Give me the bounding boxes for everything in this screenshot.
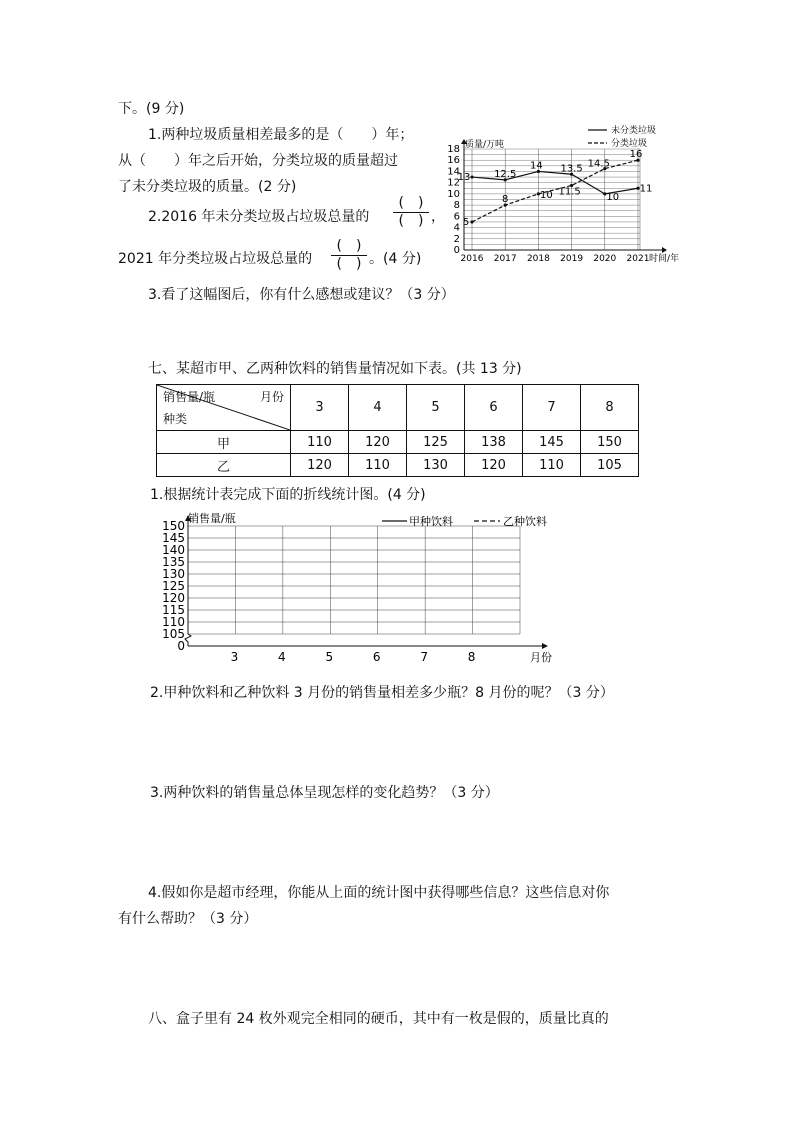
q6-sub3: 3.看了这幅图后，你有什么感想或建议？（3 分） xyxy=(148,287,455,303)
y-tick-label: 105 xyxy=(162,627,185,641)
table-cell: 110 xyxy=(291,431,349,454)
corner-month-label: 月份 xyxy=(259,390,284,404)
x-axis-label: 时间/年 xyxy=(649,254,680,264)
table-corner-cell xyxy=(157,385,291,431)
y-tick-label: 12 xyxy=(447,177,460,189)
table-header-month: 7 xyxy=(523,385,581,431)
sales-line-chart-blank[interactable] xyxy=(150,510,600,668)
legend-label-yi: 乙种饮料 xyxy=(503,515,547,528)
q6-sub2-line2: 2021 年分类垃圾占垃圾总量的 xyxy=(118,251,313,267)
table-cell: 105 xyxy=(581,454,639,477)
table-cell: 110 xyxy=(523,454,581,477)
q6-sub1-line2: 从（ ）年之后开始，分类垃圾的质量超过 xyxy=(118,153,398,169)
q7-sub3: 3.两种饮料的销售量总体呈现怎样的变化趋势？（3 分） xyxy=(150,785,499,801)
y-tick-label: 8 xyxy=(453,200,460,212)
corner-sales-label: 销售量/瓶 xyxy=(163,390,216,404)
table-header-month: 8 xyxy=(581,385,639,431)
garbage-line-chart xyxy=(436,120,684,266)
chart-axes xyxy=(185,515,548,649)
table-cell: 120 xyxy=(291,454,349,477)
data-label: 10 xyxy=(606,191,620,203)
x-tick-label: 7 xyxy=(420,650,428,664)
corner-type-label: 种类 xyxy=(163,412,188,426)
q8-title: 八、盒子里有 24 枚外观完全相同的硬币，其中有一枚是假的，质量比真的 xyxy=(148,1011,609,1027)
data-label: 14 xyxy=(530,160,543,172)
data-label: 14.5 xyxy=(587,158,610,170)
q7-sub1: 1.根据统计表完成下面的折线统计图。(4 分) xyxy=(150,487,426,503)
q6-sub2-line1: 2.2016 年未分类垃圾占垃圾总量的 xyxy=(148,209,370,225)
y-tick-label: 115 xyxy=(162,603,185,617)
y-tick-labels xyxy=(447,144,460,256)
y-tick-label: 14 xyxy=(447,166,460,178)
y-tick-label: 145 xyxy=(162,531,185,545)
table-header-month: 3 xyxy=(291,385,349,431)
x-tick-labels xyxy=(461,254,650,264)
y-tick-label: 2 xyxy=(453,233,460,245)
x-tick-label: 2021 xyxy=(626,254,650,264)
table-header-month: 6 xyxy=(465,385,523,431)
table-cell: 120 xyxy=(465,454,523,477)
y-tick-label: 140 xyxy=(162,543,185,557)
x-axis-label: 月份 xyxy=(530,651,552,664)
table-cell: 145 xyxy=(523,431,581,454)
x-tick-label: 2016 xyxy=(460,254,484,264)
x-tick-label: 2019 xyxy=(560,254,584,264)
y-tick-label: 6 xyxy=(453,211,460,223)
y-tick-label: 120 xyxy=(162,591,185,605)
q6-sub1-line3: 了未分类垃圾的质量。(2 分) xyxy=(118,179,297,195)
q6-sub2-tail: 。(4 分) xyxy=(369,251,422,267)
x-tick-label: 2017 xyxy=(493,254,517,264)
table-cell: 110 xyxy=(349,454,407,477)
table-cell: 150 xyxy=(581,431,639,454)
q7-sub4-line1: 4.假如你是超市经理，你能从上面的统计图中获得哪些信息？这些信息对你 xyxy=(148,885,610,901)
fraction-denominator: ( ) xyxy=(398,213,424,229)
data-label: 8 xyxy=(502,194,509,206)
data-label: 13 xyxy=(457,172,471,184)
y-tick-label: 0 xyxy=(453,245,460,256)
y-tick-label: 10 xyxy=(447,188,460,200)
row-label-yi: 乙 xyxy=(157,454,291,477)
y-tick-label: 4 xyxy=(453,222,460,234)
data-point xyxy=(470,175,473,178)
legend-label-jia: 甲种饮料 xyxy=(409,515,453,528)
legend-label-sorted: 分类垃圾 xyxy=(611,139,648,149)
fraction-numerator: ( ) xyxy=(336,238,362,254)
y-axis-break xyxy=(185,520,191,646)
q6-sub1-line1: 1.两种垃圾质量相差最多的是（ ）年； xyxy=(148,127,414,143)
y-tick-label: 150 xyxy=(162,519,185,533)
y-tick-labels xyxy=(162,519,185,653)
data-point xyxy=(470,220,473,223)
y-tick-label: 110 xyxy=(162,615,185,629)
q7-sub4-line2: 有什么帮助？（3 分） xyxy=(118,911,258,927)
x-tick-label: 4 xyxy=(278,650,286,664)
sales-table xyxy=(156,384,639,477)
data-label: 12.5 xyxy=(494,168,517,180)
q7-title: 七、某超市甲、乙两种饮料的销售量情况如下表。(共 13 分) xyxy=(148,361,522,377)
y-tick-label: 16 xyxy=(447,155,460,167)
x-tick-label: 2020 xyxy=(593,254,617,264)
y-tick-label: 135 xyxy=(162,555,185,569)
fraction-denominator: ( ) xyxy=(336,256,362,272)
table-cell: 120 xyxy=(349,431,407,454)
data-label: 11 xyxy=(639,183,653,195)
table-header-month: 4 xyxy=(349,385,407,431)
x-tick-label: 2018 xyxy=(526,254,550,264)
q7-sub2: 2.甲种饮料和乙种饮料 3 月份的销售量相差多少瓶？8 月份的呢？（3 分） xyxy=(150,685,614,701)
x-axis-arrow xyxy=(542,643,548,649)
table-header-month: 5 xyxy=(407,385,465,431)
y-axis-label: 质量/万吨 xyxy=(465,140,505,150)
data-label: 10 xyxy=(540,189,553,201)
x-tick-label: 6 xyxy=(372,650,381,664)
table-row xyxy=(157,454,639,477)
y-tick-label: 125 xyxy=(162,579,185,593)
y-tick-label: 0 xyxy=(177,639,185,653)
x-tick-label: 8 xyxy=(467,650,476,664)
table-row xyxy=(157,431,639,454)
table-cell: 130 xyxy=(407,454,465,477)
data-label: 16 xyxy=(629,149,643,161)
data-label: 5 xyxy=(462,216,470,228)
legend-label-unsorted: 未分类垃圾 xyxy=(611,126,657,136)
row-label-jia: 甲 xyxy=(157,431,291,454)
y-tick-label: 18 xyxy=(447,144,460,155)
x-axis-arrow xyxy=(662,247,667,253)
y-tick-label: 130 xyxy=(162,567,185,581)
table-cell: 138 xyxy=(465,431,523,454)
x-tick-labels xyxy=(231,650,476,664)
q6-header-tail: 下。(9 分) xyxy=(118,101,185,117)
q6-comma: ， xyxy=(431,209,445,225)
x-tick-label: 3 xyxy=(230,650,239,664)
fraction-blank-2[interactable] xyxy=(331,238,367,273)
fraction-numerator: ( ) xyxy=(398,195,424,211)
table-cell: 125 xyxy=(407,431,465,454)
fraction-blank-1[interactable] xyxy=(393,195,429,230)
legend xyxy=(588,124,656,149)
x-tick-label: 5 xyxy=(325,650,334,664)
data-label: 13.5 xyxy=(560,163,583,175)
y-axis-label: 销售量/瓶 xyxy=(188,512,236,525)
chart-grid xyxy=(188,526,520,634)
data-label: 11.5 xyxy=(558,186,581,198)
